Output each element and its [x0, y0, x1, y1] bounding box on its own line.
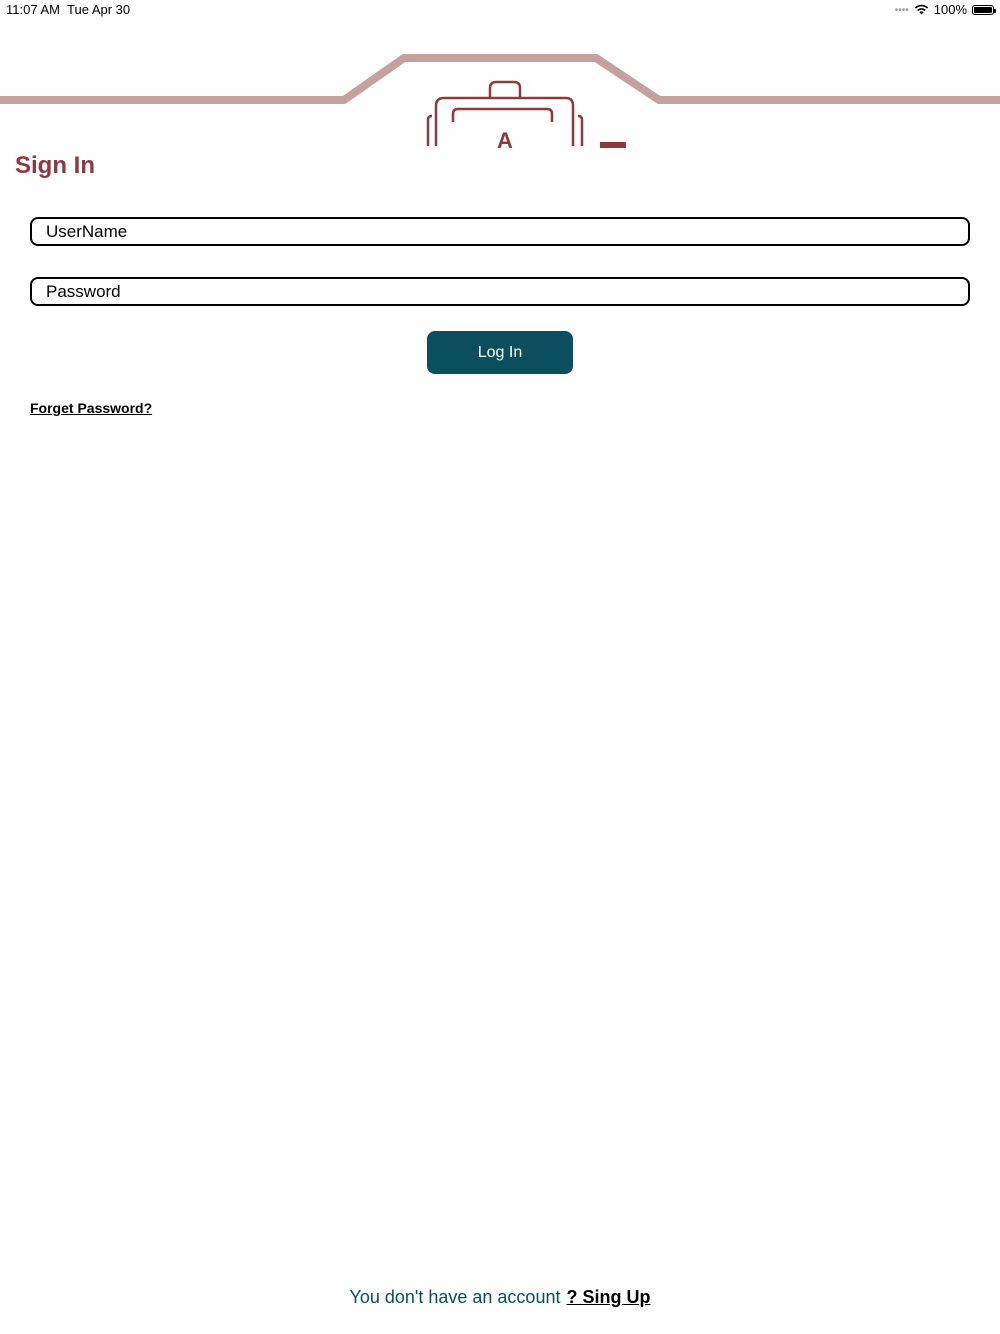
wifi-icon — [914, 4, 929, 15]
password-input[interactable] — [30, 277, 970, 306]
status-bar — [0, 0, 1000, 22]
battery-percent: 100% — [933, 2, 967, 17]
signup-link[interactable]: ? Sing Up — [566, 1287, 651, 1307]
page-title: Sign In — [15, 152, 95, 179]
logo-accent-bar — [600, 142, 626, 148]
username-input[interactable] — [30, 217, 970, 246]
logo-letter: A — [497, 128, 513, 148]
status-indicators — [895, 2, 994, 17]
cellular-signal-icon: •••• — [894, 5, 909, 16]
header-band-line — [0, 58, 1000, 100]
status-time: 11:07 AM — [6, 2, 60, 17]
signup-footer — [0, 1287, 1000, 1308]
login-button[interactable]: Log In — [427, 331, 573, 374]
forgot-password-link[interactable]: Forget Password? — [30, 400, 153, 416]
header-banner — [0, 40, 1000, 148]
battery-icon — [972, 5, 994, 15]
no-account-text: You don't have an account — [349, 1287, 561, 1307]
status-date: Tue Apr 30 — [67, 2, 131, 17]
